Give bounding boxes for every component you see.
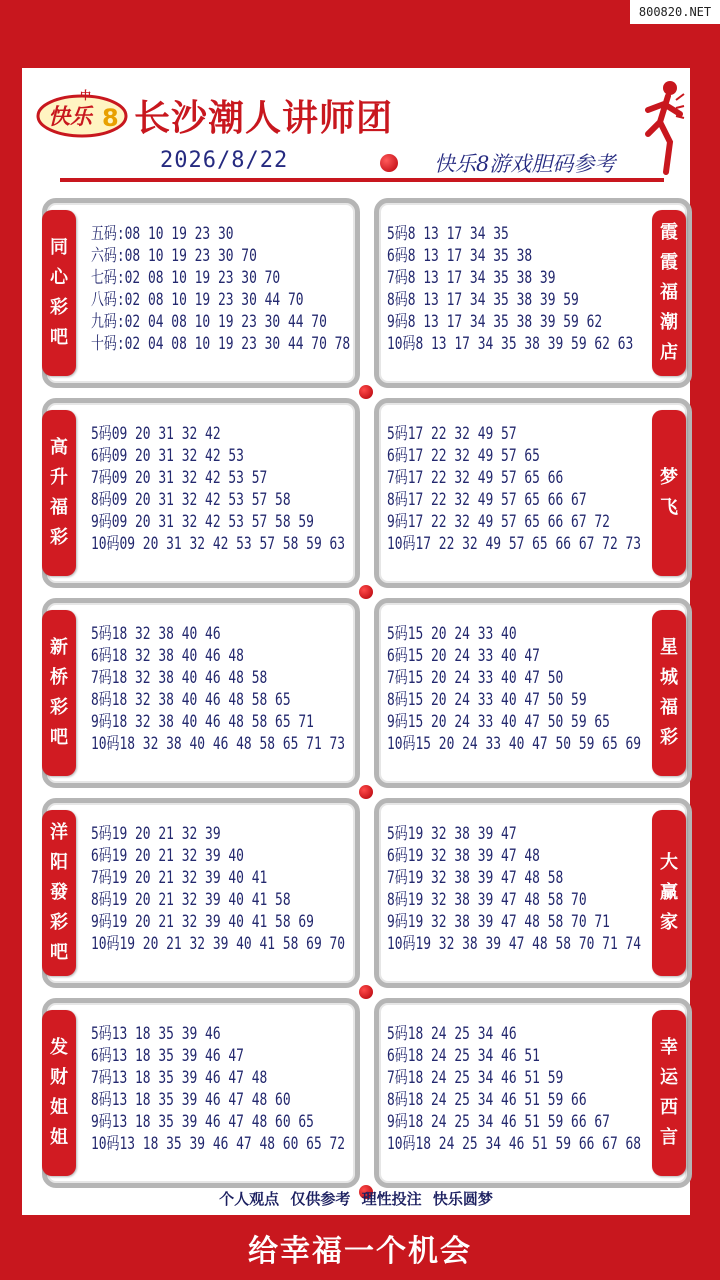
poster-title: 长沙潮人讲师团: [134, 97, 394, 139]
code-row: 5码15 20 24 33 40: [387, 624, 517, 644]
code-row: 9码19 20 21 32 39 40 41 58 69: [91, 912, 314, 932]
shop-name-label: 新桥彩吧: [42, 610, 76, 776]
code-row: 6码19 20 21 32 39 40: [91, 846, 244, 866]
code-row: 5码09 20 31 32 42: [91, 424, 221, 444]
bottom-banner: 给幸福一个机会: [248, 1234, 472, 1269]
code-row: 九码:02 04 08 10 19 23 30 44 70: [91, 312, 327, 332]
code-row: 8码18 24 25 34 46 51 59 66: [387, 1090, 587, 1110]
code-row: 8码19 32 38 39 47 48 58 70: [387, 890, 587, 910]
code-row: 6码18 24 25 34 46 51: [387, 1046, 540, 1066]
code-row: 7码18 24 25 34 46 51 59: [387, 1068, 564, 1088]
code-row: 10码8 13 17 34 35 38 39 59 62 63: [387, 334, 634, 354]
code-rows: [387, 423, 641, 555]
code-panel: [374, 598, 692, 788]
code-panel: [374, 198, 692, 388]
shop-name-label: 高升福彩: [42, 410, 76, 576]
red-dot-icon: [356, 782, 376, 802]
code-row: 7码15 20 24 33 40 47 50: [387, 668, 564, 688]
runner-icon: [640, 76, 686, 180]
code-row: 5码18 32 38 40 46: [91, 624, 221, 644]
code-panel: [42, 798, 360, 988]
code-row: 9码8 13 17 34 35 38 39 59 62: [387, 312, 603, 332]
code-panel: [42, 198, 360, 388]
code-row: 十码:02 04 08 10 19 23 30 44 70 78: [91, 334, 351, 354]
code-row: 9码18 32 38 40 46 48 58 65 71: [91, 712, 314, 732]
code-row: 6码18 32 38 40 46 48: [91, 646, 244, 666]
code-row: 9码17 22 32 49 57 65 66 67 72: [387, 512, 610, 532]
red-dot-icon: [356, 582, 376, 602]
code-panel: [374, 798, 692, 988]
shop-name-label: 星城福彩: [652, 610, 686, 776]
code-panel: [42, 998, 360, 1188]
code-row: 六码:08 10 19 23 30 70: [91, 246, 257, 266]
header-divider: [60, 178, 664, 182]
code-row: 5码17 22 32 49 57: [387, 424, 517, 444]
code-panel: [374, 998, 692, 1188]
code-row: 9码19 32 38 39 47 48 58 70 71: [387, 912, 610, 932]
code-rows: [387, 823, 641, 955]
code-row: 5码19 20 21 32 39: [91, 824, 221, 844]
code-row: 8码19 20 21 32 39 40 41 58: [91, 890, 291, 910]
code-panel: [42, 598, 360, 788]
code-row: 6码09 20 31 32 42 53: [91, 446, 244, 466]
site-watermark: 800820.NET: [630, 0, 720, 24]
code-row: 9码15 20 24 33 40 47 50 59 65: [387, 712, 610, 732]
svg-text:中: 中: [80, 89, 91, 102]
code-row: 8码8 13 17 34 35 38 39 59: [387, 290, 579, 310]
code-row: 7码19 32 38 39 47 48 58: [387, 868, 564, 888]
shop-name-label: 发财姐姐: [42, 1010, 76, 1176]
code-row: 8码17 22 32 49 57 65 66 67: [387, 490, 587, 510]
code-rows: [91, 623, 345, 755]
code-row: 5码19 32 38 39 47: [387, 824, 517, 844]
code-row: 8码09 20 31 32 42 53 57 58: [91, 490, 291, 510]
code-row: 7码09 20 31 32 42 53 57: [91, 468, 268, 488]
code-row: 5码8 13 17 34 35: [387, 224, 509, 244]
code-row: 7码17 22 32 49 57 65 66: [387, 468, 564, 488]
code-row: 9码18 24 25 34 46 51 59 66 67: [387, 1112, 610, 1132]
code-row: 7码18 32 38 40 46 48 58: [91, 668, 268, 688]
shop-name-label: 同心彩吧: [42, 210, 76, 376]
code-row: 9码09 20 31 32 42 53 57 58 59: [91, 512, 314, 532]
code-row: 6码13 18 35 39 46 47: [91, 1046, 244, 1066]
code-row: 10码18 24 25 34 46 51 59 66 67 68: [387, 1134, 642, 1154]
code-row: 7码13 18 35 39 46 47 48: [91, 1068, 268, 1088]
code-row: 8码13 18 35 39 46 47 48 60: [91, 1090, 291, 1110]
code-row: 10码13 18 35 39 46 47 48 60 65 72: [91, 1134, 346, 1154]
poster-subtitle: 快乐8游戏胆码参考: [434, 152, 616, 176]
code-row: 8码15 20 24 33 40 47 50 59: [387, 690, 587, 710]
code-row: 6码8 13 17 34 35 38: [387, 246, 533, 266]
shop-name-label: 幸运西言: [652, 1010, 686, 1176]
code-panel: [374, 398, 692, 588]
code-row: 10码19 32 38 39 47 48 58 70 71 74: [387, 934, 642, 954]
code-row: 七码:02 08 10 19 23 30 70: [91, 268, 281, 288]
code-row: 6码19 32 38 39 47 48: [387, 846, 540, 866]
poster-card: [22, 68, 690, 1215]
code-row: 7码8 13 17 34 35 38 39: [387, 268, 556, 288]
red-dot-icon: [356, 382, 376, 402]
code-rows: [387, 1023, 641, 1155]
code-row: 6码15 20 24 33 40 47: [387, 646, 540, 666]
code-row: 10码19 20 21 32 39 40 41 58 69 70: [91, 934, 346, 954]
red-dot-icon: [380, 154, 398, 172]
code-rows: [387, 623, 641, 755]
shop-name-label: 洋阳發彩吧: [42, 810, 76, 976]
code-row: 7码19 20 21 32 39 40 41: [91, 868, 268, 888]
footer-note: 个人观点 仅供参考 理性投注 快乐圆梦: [219, 1190, 493, 1208]
code-rows: [91, 423, 345, 555]
code-row: 5码18 24 25 34 46: [387, 1024, 517, 1044]
shop-name-label: 霞霞福潮店: [652, 210, 686, 376]
logo-number: 8: [102, 104, 119, 132]
code-row: 10码09 20 31 32 42 53 57 58 59 63: [91, 534, 346, 554]
code-rows: [387, 223, 633, 355]
shop-name-label: 梦飞: [652, 410, 686, 576]
code-row: 8码18 32 38 40 46 48 58 65: [91, 690, 291, 710]
code-rows: [91, 823, 345, 955]
logo-text: 快乐: [48, 104, 93, 130]
code-row: 10码17 22 32 49 57 65 66 67 72 73: [387, 534, 642, 554]
code-row: 9码13 18 35 39 46 47 48 60 65: [91, 1112, 314, 1132]
poster-date: 2026/8/22: [160, 148, 289, 173]
code-rows: [91, 223, 350, 355]
code-row: 6码17 22 32 49 57 65: [387, 446, 540, 466]
code-row: 10码15 20 24 33 40 47 50 59 65 69: [387, 734, 642, 754]
code-row: 八码:02 08 10 19 23 30 44 70: [91, 290, 304, 310]
code-rows: [91, 1023, 345, 1155]
code-row: 10码18 32 38 40 46 48 58 65 71 73: [91, 734, 346, 754]
red-dot-icon: [356, 982, 376, 1002]
code-panel: [42, 398, 360, 588]
code-row: 5码13 18 35 39 46: [91, 1024, 221, 1044]
code-row: 五码:08 10 19 23 30: [91, 224, 234, 244]
shop-name-label: 大赢家: [652, 810, 686, 976]
kuaile8-logo: [34, 86, 130, 140]
